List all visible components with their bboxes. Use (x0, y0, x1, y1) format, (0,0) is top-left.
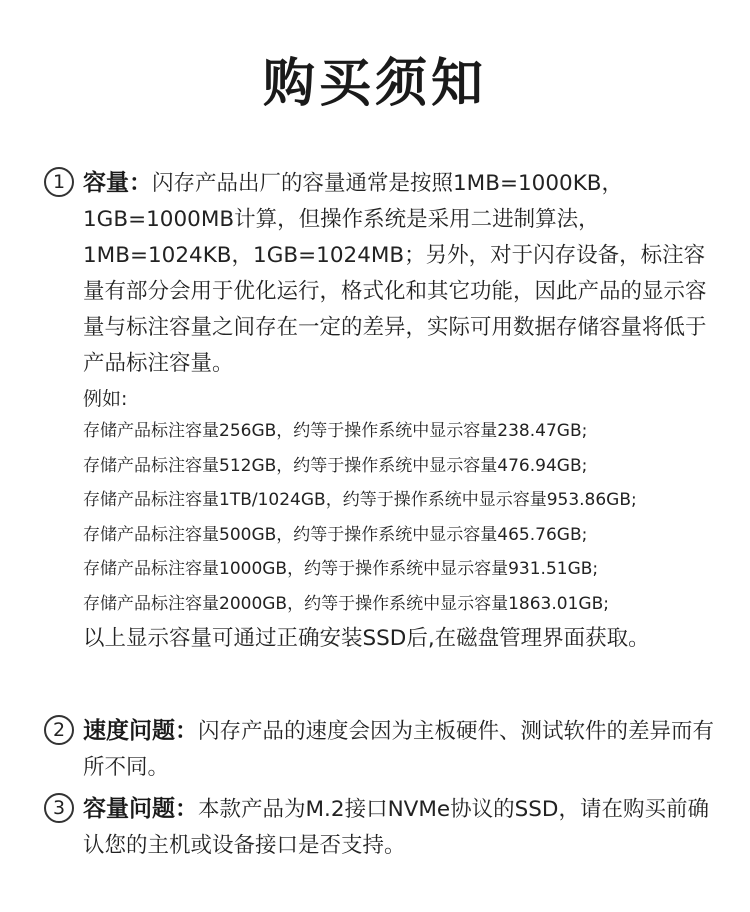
example-line: 存储产品标注容量256GB，约等于操作系统中显示容量238.47GB; (83, 421, 588, 441)
notice-heading: 速度问题： (83, 718, 198, 744)
notice-body: 闪存产品出厂的容量通常是按照1MB=1000KB，1GB=1000MB计算，但操作系统是采用二进制算法，1MB=1024KB，1GB=1024MB；另外，对于闪存设备，标注容量有部分会用于优化运行，格式化和其它功能，因此产品的显示容量与标注容量之间存在一定的差异，实际可用数据存储容量将低于产品标注容量。 (83, 171, 707, 376)
page-title: 购买须知 (262, 54, 487, 114)
example-line: 存储产品标注容量512GB，约等于操作系统中显示容量476.94GB; (83, 455, 588, 476)
notice-heading: 容量问题： (83, 796, 198, 822)
example-line: 存储产品标注容量2000GB，约等于操作系统中显示容量1863.01GB; (83, 593, 609, 614)
circled-number-1: 1 (44, 167, 74, 197)
circled-number-3: 3 (44, 793, 74, 823)
example-line: 存储产品标注容量1000GB，约等于操作系统中显示容量931.51GB; (83, 559, 599, 579)
notice-body: 闪存产品的速度会因为主板硬件、测试软件的差异而有所不同。 (83, 719, 715, 780)
notice-item-interface (44, 791, 714, 864)
notice-item-speed (44, 713, 714, 786)
notice-body: 本款产品为M.2接口NVMe协议的SSD，请在购买前确认您的主机或设备接口是否支持。 (83, 797, 709, 858)
example-summary: 以上显示容量可通过正确安装SSD后,在磁盘管理界面获取。 (83, 626, 650, 651)
notice-paragraph (83, 791, 714, 864)
notice-paragraph (83, 713, 714, 786)
notice-paragraph (83, 165, 714, 382)
example-line: 存储产品标注容量500GB，约等于操作系统中显示容量465.76GB; (83, 524, 588, 545)
circled-number-2: 2 (44, 715, 74, 745)
example-label: 例如: (83, 388, 128, 410)
notice-item-capacity (44, 165, 714, 657)
example-line: 存储产品标注容量1TB/1024GB，约等于操作系统中显示容量953.86GB; (83, 490, 637, 510)
notice-heading: 容量： (83, 170, 152, 196)
